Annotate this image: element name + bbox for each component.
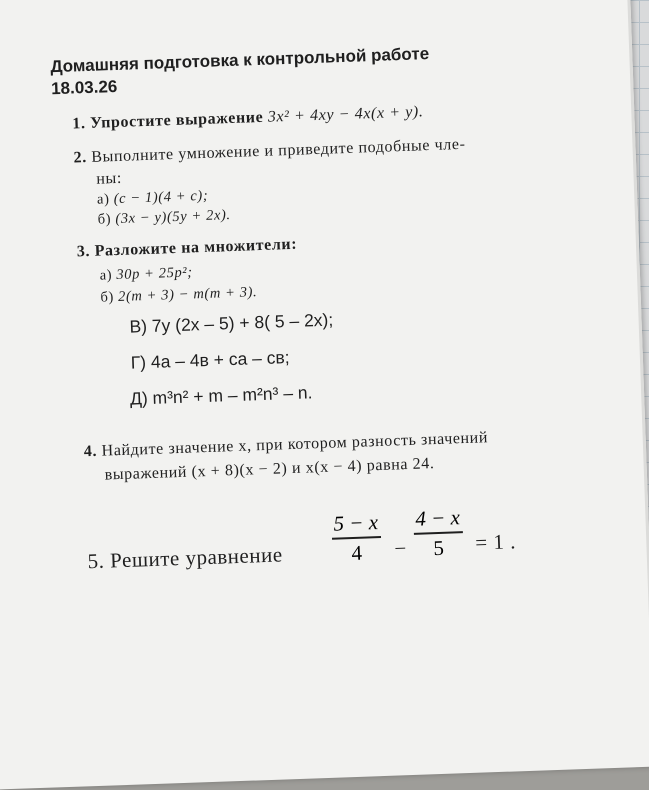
task-1-expression: 3x² + 4xy − 4x(x + y).: [267, 103, 424, 126]
task-3-b-expression: 2(m + 3) − m(m + 3).: [117, 284, 258, 306]
task-3-item-d: Д) m³n² + m – m²n³ – n.: [129, 382, 313, 409]
task-2-b-label: б): [97, 211, 112, 228]
task-2-a-expression: (c − 1)(4 + c);: [113, 187, 209, 208]
fraction-2-denominator: 5: [432, 535, 445, 560]
page-title: Домашняя подготовка к контрольной работе: [50, 44, 430, 77]
fraction-2: [413, 505, 463, 561]
task-1: [72, 103, 424, 133]
fraction-1-denominator: 4: [351, 540, 363, 565]
task-2-item-a: [97, 188, 209, 209]
fraction-1: [331, 510, 381, 566]
task-3-item-a: [99, 264, 193, 284]
task-3-a-label: а): [99, 267, 113, 284]
task-2-text-line1: Выполните умножение и приведите подобные чле-: [91, 135, 466, 166]
fraction-2-numerator: 4 − x: [414, 505, 461, 531]
task-3-item-g: Г) 4а – 4в + са – св;: [130, 347, 290, 373]
task-2-item-b: [97, 207, 230, 229]
task-3-b-label: б): [100, 289, 115, 306]
equation-rhs: = 1 .: [474, 529, 517, 555]
task-2-text-line2: ны:: [96, 169, 123, 188]
task-2: [73, 136, 466, 168]
task-3: [77, 236, 298, 262]
task-2-a-label: а): [96, 191, 110, 208]
task-5-text: 5. Решите уравнение: [87, 542, 283, 574]
fraction-1-numerator: 5 − x: [333, 510, 379, 536]
page-date: 18.03.26: [50, 76, 118, 99]
task-2-number: 2.: [73, 149, 88, 167]
task-4-text-line2: выражений (x + 8)(x − 2) и x(x − 4) равна 24.: [104, 455, 435, 484]
task-4-text-line1: Найдите значение x, при котором разность значений: [101, 429, 489, 460]
minus-sign: −: [393, 536, 408, 561]
task-3-number: 3.: [76, 242, 91, 261]
task-4-number: 4.: [83, 442, 98, 461]
task-1-number: 1.: [72, 115, 86, 133]
task-3-item-b: [100, 284, 257, 306]
task-3-text: Разложите на множители:: [94, 235, 298, 260]
task-3-item-v: В) 7y (2x – 5) + 8( 5 – 2x);: [129, 309, 334, 337]
task-2-b-expression: (3x − y)(5y + 2x).: [115, 207, 231, 228]
task-1-text: Упростите выражение: [89, 108, 264, 132]
task-3-a-expression: 30p + 25p²;: [116, 264, 193, 284]
